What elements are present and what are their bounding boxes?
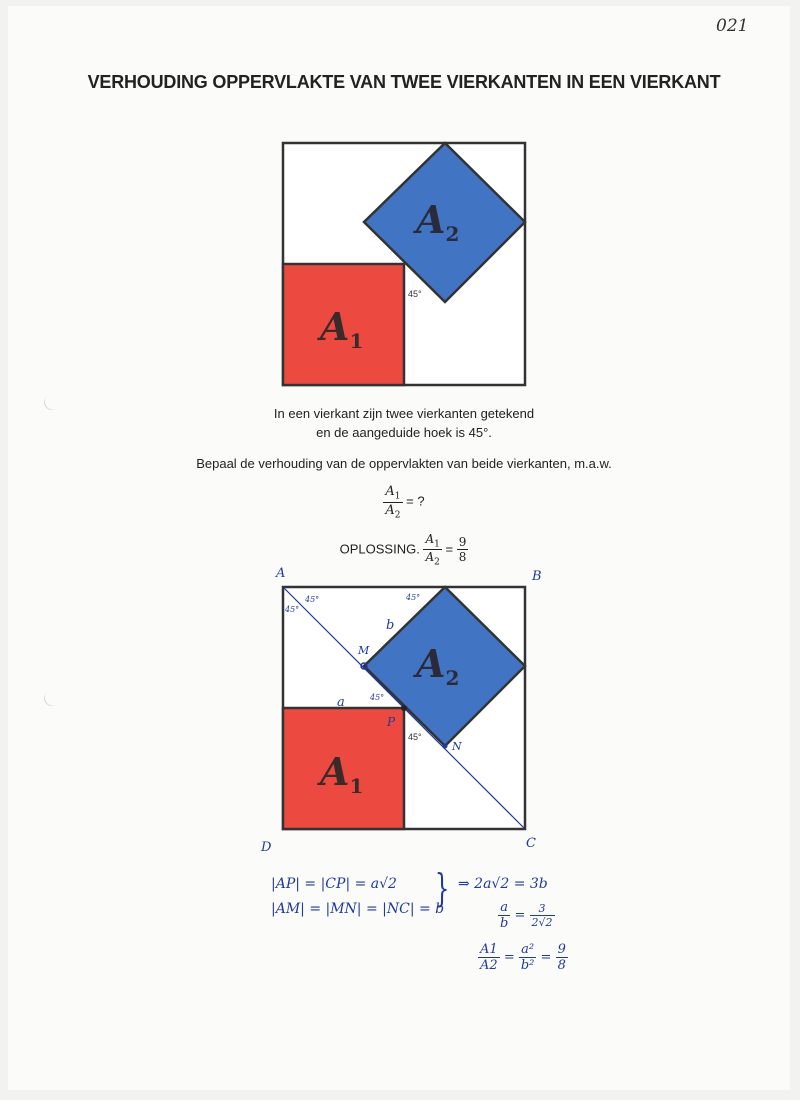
angle-label: 45° [408,732,422,742]
vertex-B: B [532,569,542,584]
handwritten-eq-1: |AP| = |CP| = a√2 [271,876,397,892]
vertex-D: D [261,840,272,855]
handwritten-eq-2: |AM| = |MN| = |NC| = b [271,901,445,917]
length-b: b [386,618,395,633]
point-N: N [452,740,462,753]
solution-answer: $\frac{9}{8}$ [458,535,467,565]
label-A2: $A_2$ [416,197,460,246]
vertex-A: A [276,566,286,581]
solution-line: OPLOSSING. $\frac{A_1}{A_2}$ = $\frac{9}{8}$ [339,532,467,568]
angle-P: 45° [370,693,385,702]
angle-A-left: 45° [285,605,300,614]
handwritten-result-1: ⇒ 2a√2 = 3b [458,876,548,892]
label-A1: $A_1$ [320,749,364,798]
page-title: VERHOUDING OPPERVLAKTE VAN TWEE VIERKANTEN IN EEN VIERKANT [87,72,721,92]
point-P-dot [401,705,407,711]
label-A1: $A_1$ [320,304,364,353]
point-N-dot [443,744,448,749]
ratio-fraction: $\frac{A_1}{A_2}$ [385,484,401,521]
angle-label: 45° [408,289,422,299]
handwritten-result-3: $\frac{A1}{A2}$ = $\frac{\text{a²}}{\text{b²}}$ = $\frac{9}{8}$ [480,942,566,973]
intro-line-2: en de aangeduide hoek is 45°. [316,425,492,440]
page-number: 021 [716,16,749,36]
label-A2: $A_2$ [416,641,460,690]
intro-line-1: In een vierkant zijn twee vierkanten getekend [273,406,535,421]
handwritten-brace: } [434,866,450,910]
angle-A-right: 45° [305,595,320,604]
point-M: M [358,644,370,657]
point-P: P [387,715,396,729]
ratio-suffix: = ? [406,493,425,509]
question-text: Bepaal de verhouding van de oppervlakten van beide vierkanten, m.a.w. [196,456,612,471]
length-a: a [337,695,345,710]
solution-label: OPLOSSING. [339,541,420,557]
handwritten-result-2: $\frac{a}{b}$ = $\frac{3}{2√2}$ [500,900,553,931]
angle-top: 45° [406,593,421,602]
vertex-C: C [526,836,536,851]
solution-fraction: $\frac{A_1}{A_2}$ [425,532,440,568]
